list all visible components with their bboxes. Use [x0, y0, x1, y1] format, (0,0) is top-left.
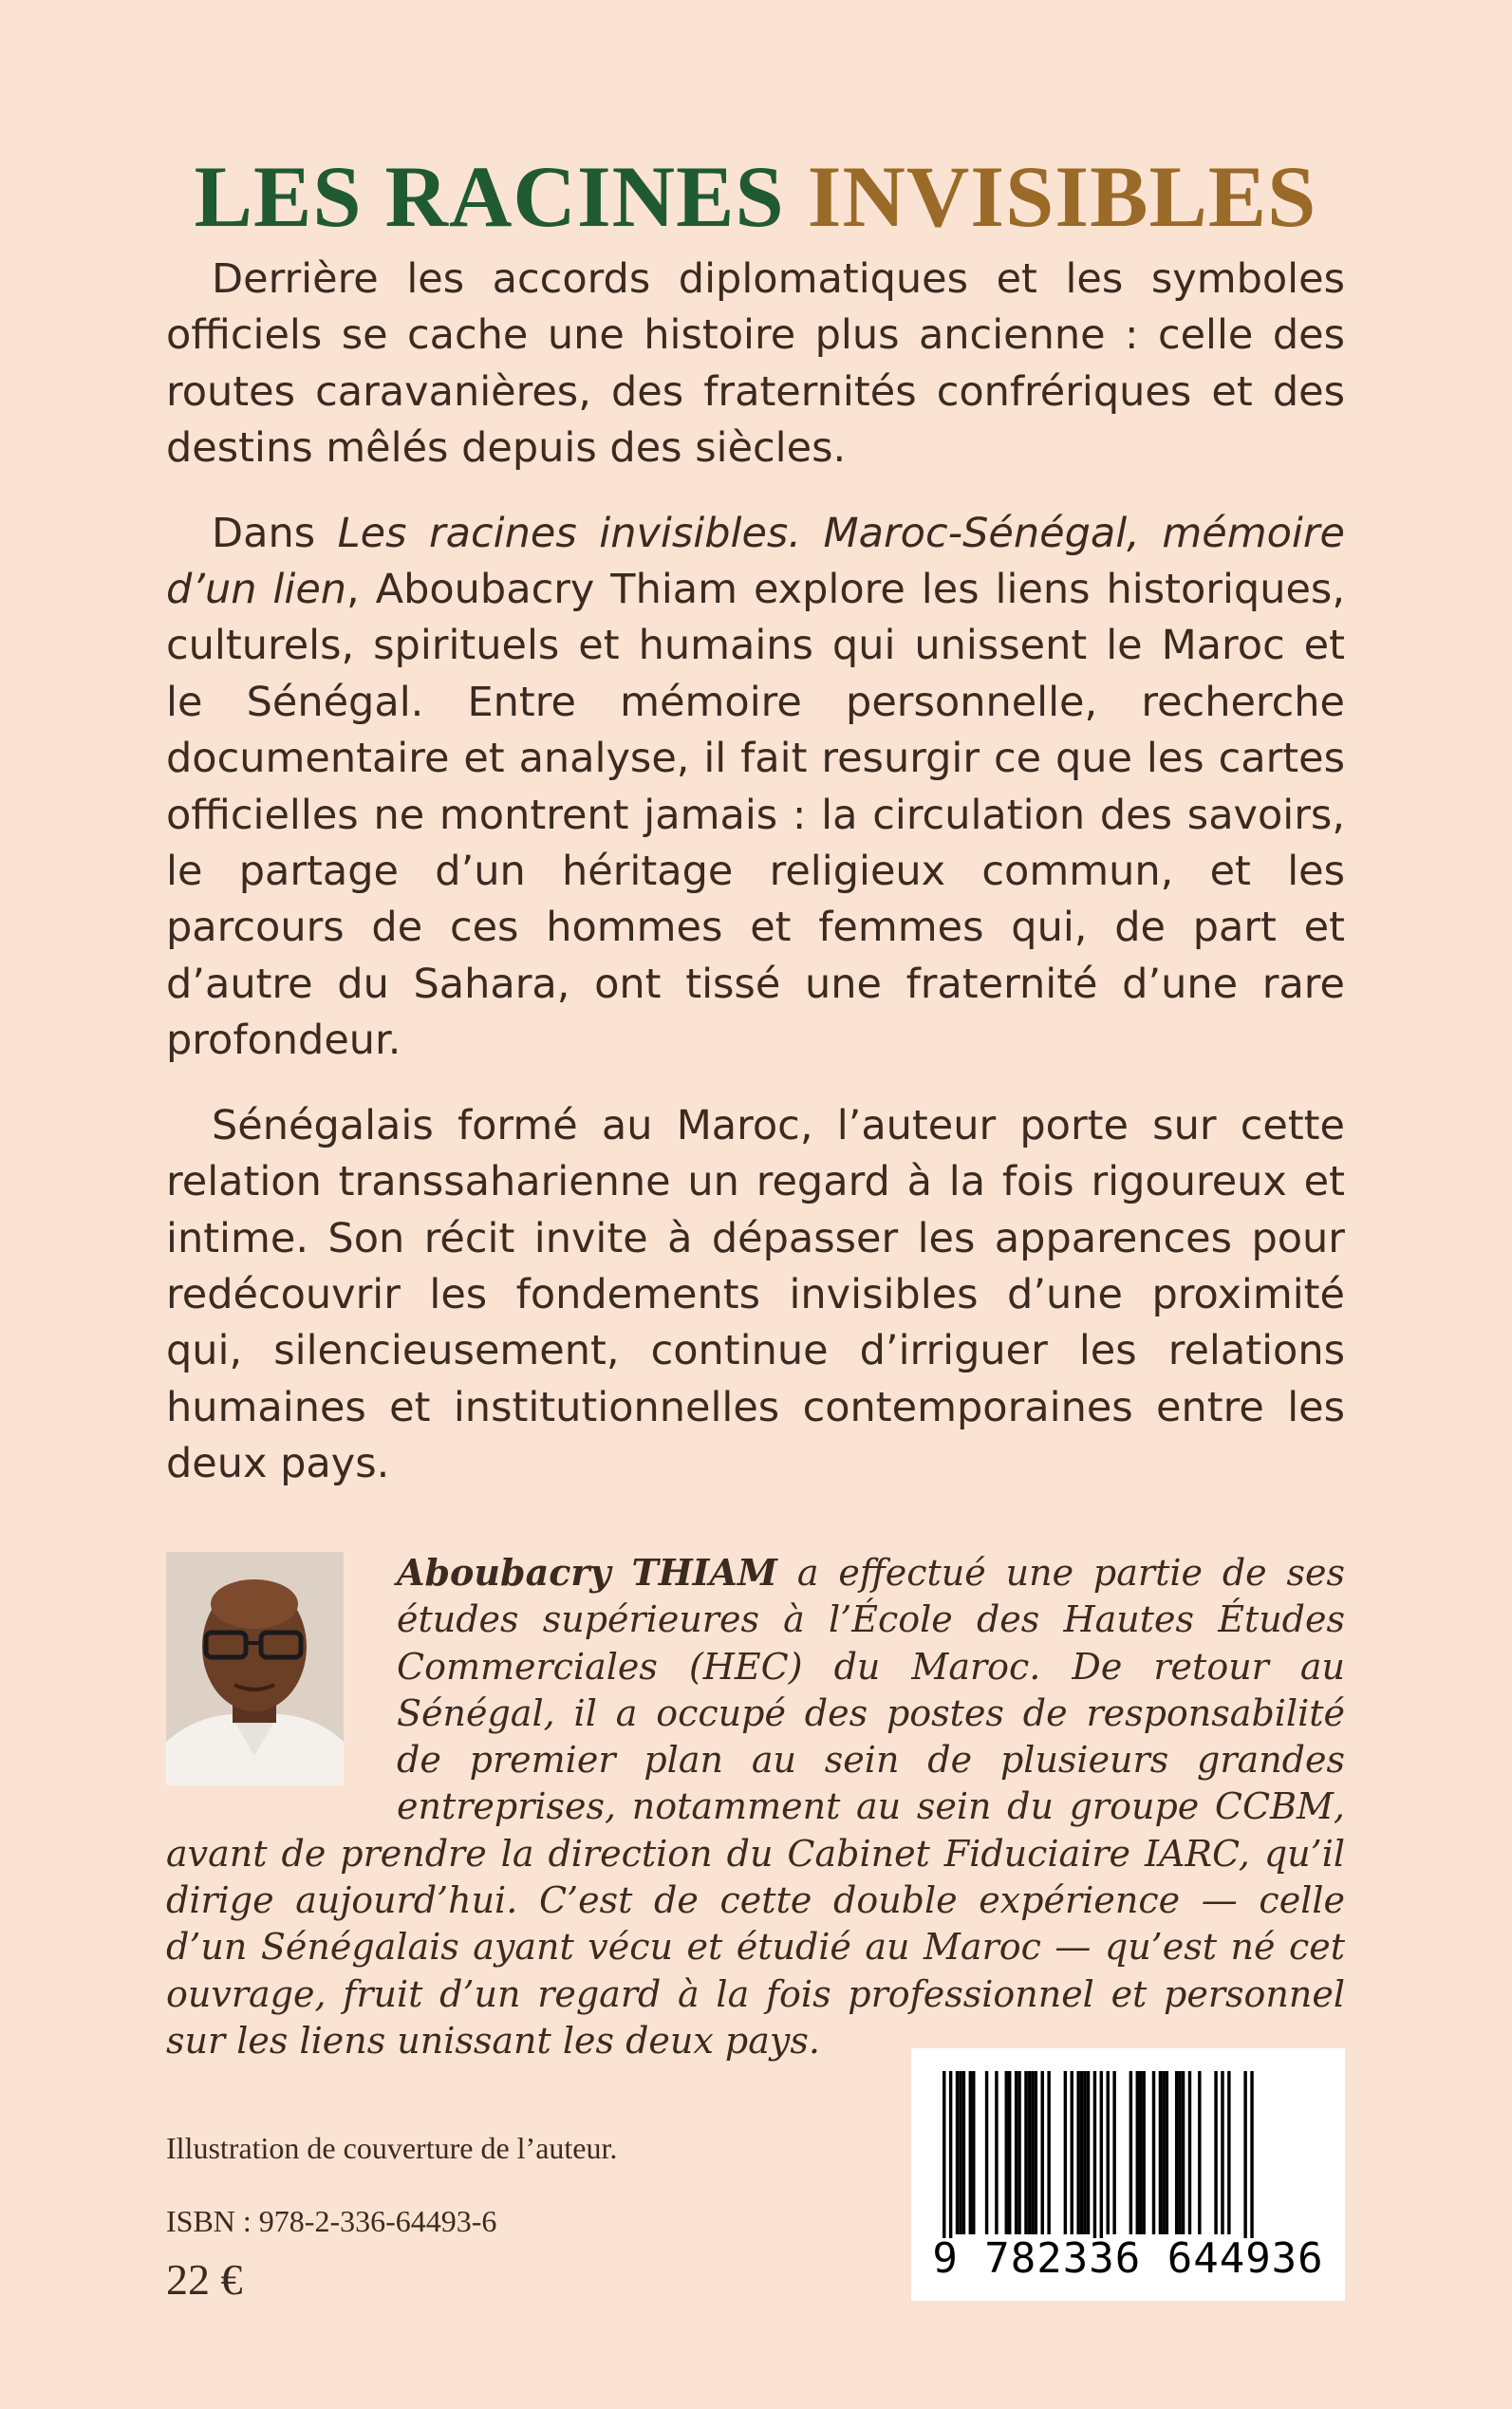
barcode-bar — [1166, 2071, 1168, 2234]
back-cover — [166, 0, 1345, 2409]
barcode-bar — [1129, 2071, 1132, 2234]
barcode-bar — [1198, 2071, 1201, 2234]
barcode-bar — [1159, 2071, 1162, 2234]
barcode-bar — [1182, 2071, 1185, 2234]
barcode-bar — [1139, 2071, 1142, 2234]
barcode-bar — [1142, 2071, 1145, 2234]
barcode-bar — [1093, 2071, 1096, 2238]
summary-paragraph-1: Derrière les accords diplomatiques et les symboles officiels se cache une histoire plus ancienne : celle des routes caravanières, des fraternités confrériques et des destins mêlés depuis des siècles. — [166, 255, 1345, 473]
author-name: Aboubacry THIAM — [397, 1551, 777, 1594]
isbn: ISBN : 978-2-336-64493-6 — [166, 2204, 497, 2238]
barcode-bar — [1243, 2071, 1246, 2238]
barcode-bar — [1035, 2071, 1037, 2234]
barcode-bar — [1064, 2071, 1067, 2234]
barcode-bar — [995, 2071, 998, 2234]
barcode-bar — [1100, 2071, 1103, 2238]
summary-paragraph-3: Sénégalais formé au Maroc, l’auteur porte sur cette relation transsaharienne un regard à la fois rigoureux et intime. Son récit invite à dépasser les apparences pour redécouvrir les fondements invisibles d’une proximité qui, silencieusement, continue d’irriguer les relations humaines et institutionnelles contemporaines entre les deux pays. — [166, 1101, 1345, 1488]
barcode-bar — [1031, 2071, 1034, 2234]
barcode-bar — [1076, 2071, 1079, 2234]
barcode-bar — [1071, 2071, 1073, 2234]
barcode-bar — [1041, 2071, 1044, 2234]
barcode-bar — [1152, 2071, 1155, 2234]
barcode-bar — [1083, 2071, 1086, 2234]
barcode-bar — [956, 2071, 959, 2234]
barcode-bar — [1214, 2071, 1217, 2234]
barcode-bar — [962, 2071, 965, 2234]
barcode-bar — [1087, 2071, 1090, 2234]
barcode-bar — [1162, 2071, 1165, 2234]
summary — [166, 252, 1345, 1522]
barcode-bar — [1136, 2071, 1139, 2234]
title-part-2: INVISIBLES — [807, 147, 1317, 245]
book-reference: Les racines invisibles. Maroc-Sénégal, mémoire d’un lien — [166, 509, 1345, 614]
barcode-bar — [972, 2071, 975, 2234]
barcode-bar — [1227, 2071, 1230, 2234]
barcode-digits: 9 782336 644936 — [932, 2234, 1324, 2283]
barcode-bar — [1112, 2071, 1115, 2234]
barcode-bar — [985, 2071, 988, 2234]
author-photo — [166, 1552, 344, 1785]
barcode-bar — [1107, 2071, 1110, 2234]
barcode-bar — [943, 2071, 945, 2238]
barcode-bar — [1047, 2071, 1050, 2234]
barcode-bar — [1188, 2071, 1191, 2234]
summary-p2-lead: Dans — [212, 509, 338, 557]
summary-p2-rest: , Aboubacry Thiam explore les liens historiques, culturels, spirituels et humains qui unissent le Maroc et le Sénégal. Entre mémoire personnelle, recherche documentaire et analyse, il fait resurgir ce que les cartes officielles ne montrent jamais : la circulation des savoirs, le partage d’un héritage religieux commun, et les parcours de ces hommes et femmes qui, de part et d’autre du Sahara, ont tissé une fraternité d’une rare profondeur. — [166, 566, 1345, 1065]
barcode-bar — [1024, 2071, 1027, 2234]
summary-paragraph-2 — [166, 506, 1345, 1070]
barcode-bar — [949, 2071, 952, 2238]
author-bio-text: a effectué une partie de ses études supérieures à l’École des Hautes Études Commerciales (HEC) du Maroc. De retour au Sénégal, il a occupé des postes de responsabilité de premier plan au sein de plusieurs grandes entreprises, notamment au sein du groupe CCBM, avant de prendre la direction du Cabinet Fiduciaire IARC, qu’il dirige aujourd’hui. C’est de cette double expérience — celle d’un Sénégalais ayant vécu et étudié au Maroc — qu’est né cet ouvrage, fruit d’un regard à la fois professionnel et personnel sur les liens unissant les deux pays. — [166, 1552, 1345, 2062]
title-part-1: LES RACINES — [194, 147, 785, 245]
barcode-bar — [1178, 2071, 1181, 2234]
barcode-bar — [959, 2071, 961, 2234]
cover-credit: Illustration de couverture de l’auteur. — [166, 2131, 618, 2165]
barcode-bar — [1008, 2071, 1011, 2234]
barcode-bar — [969, 2071, 972, 2234]
price: 22 € — [166, 2255, 243, 2304]
barcode-bar — [1028, 2071, 1031, 2234]
barcode-bars — [911, 2048, 1345, 2238]
barcode-bar — [1080, 2071, 1083, 2234]
barcode-bar — [1017, 2071, 1020, 2234]
barcode-bar — [1221, 2071, 1223, 2234]
barcode-bar — [1005, 2071, 1008, 2234]
book-title — [166, 149, 1345, 245]
barcode-bar — [1175, 2071, 1178, 2234]
author-bio — [166, 1549, 1345, 2064]
barcode-bar — [1250, 2071, 1253, 2238]
barcode — [911, 2048, 1345, 2301]
barcode-bar — [1015, 2071, 1017, 2234]
